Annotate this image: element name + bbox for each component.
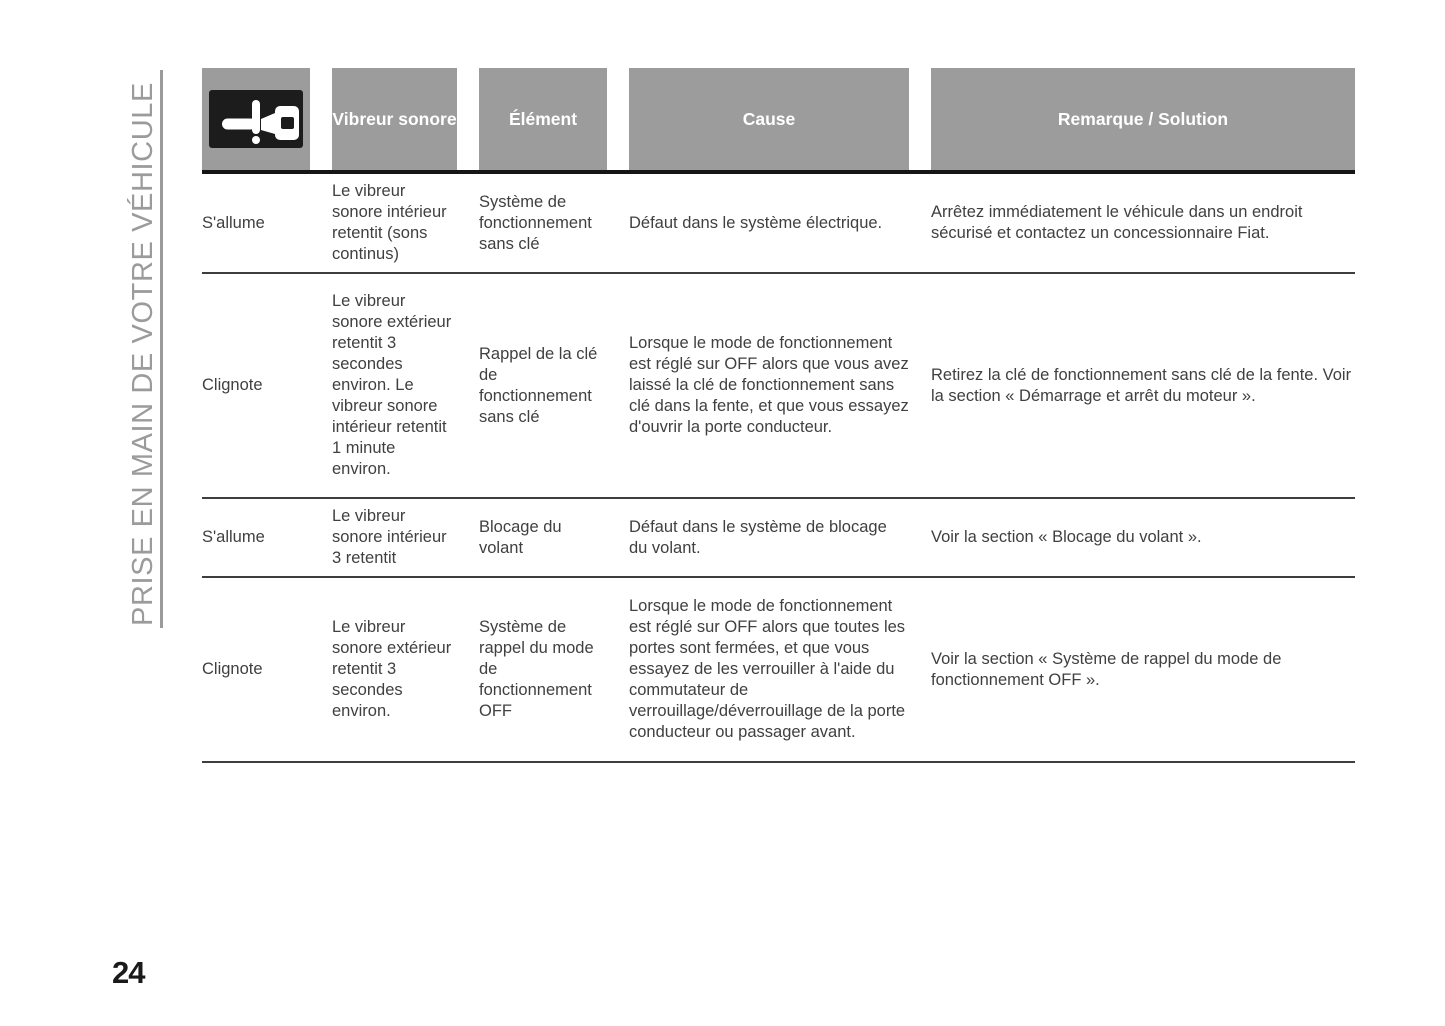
table-header-remarque: Remarque / Solution [931, 68, 1355, 170]
cell-cause: Défaut dans le système de blocage du volant. [629, 517, 887, 557]
cell-cause: Lorsque le mode de fonctionnement est réglé sur OFF alors que toutes les portes sont fermées, et que vous essayez de les verrouiller à l'aide du commutateur de verrouillage/déverrouillage de la porte conducteur ou passager avant. [629, 597, 906, 741]
cell-remarque: Voir la section « Système de rappel du mode de fonctionnement OFF ». [931, 649, 1282, 689]
warning-indicator-table [202, 68, 1355, 763]
cell-element: Blocage du volant [479, 517, 562, 557]
cell-vibreur: Le vibreur sonore intérieur 3 retentit [332, 507, 447, 567]
table-row [202, 274, 1355, 499]
page-number: 24 [112, 955, 145, 990]
cell-element: Système de rappel du mode de fonctionnement OFF [479, 618, 594, 720]
table-header-vibreur: Vibreur sonore [332, 68, 457, 170]
cell-signal: Clignote [202, 660, 263, 678]
cell-vibreur: Le vibreur sonore extérieur retentit 3 secondes environ. Le vibreur sonore intérieur retentit 1 minute environ. [332, 292, 452, 478]
cell-remarque: Voir la section « Blocage du volant ». [931, 528, 1202, 546]
cell-signal: S'allume [202, 213, 265, 232]
cell-cause: Défaut dans le système électrique. [629, 213, 883, 232]
cell-remarque: Arrêtez immédiatement le véhicule dans un endroit sécurisé et contactez un concessionnaire Fiat. [931, 203, 1303, 242]
cell-remarque: Retirez la clé de fonctionnement sans clé de la fente. Voir la section « Démarrage et arrêt du moteur ». [931, 365, 1352, 405]
sidebar-divider [160, 70, 163, 628]
key-exclamation-warning-icon [209, 90, 303, 148]
table-header-element: Élément [479, 68, 607, 170]
table-header-signal [202, 68, 310, 170]
table-header-row [202, 68, 1355, 170]
cell-element: Rappel de la clé de fonctionnement sans clé [479, 344, 598, 426]
cell-element: Système de fonctionnement sans clé [479, 192, 592, 253]
table-row [202, 174, 1355, 274]
cell-signal: S'allume [202, 528, 265, 546]
cell-vibreur: Le vibreur sonore extérieur retentit 3 secondes environ. [332, 618, 452, 720]
cell-vibreur: Le vibreur sonore intérieur retentit (sons continus) [332, 182, 447, 263]
table-row [202, 499, 1355, 578]
sidebar-section-title: PRISE EN MAIN DE VOTRE VÉHICULE [127, 82, 159, 626]
cell-signal: Clignote [202, 376, 263, 394]
table-row [202, 578, 1355, 763]
table-header-cause: Cause [629, 68, 909, 170]
cell-cause: Lorsque le mode de fonctionnement est réglé sur OFF alors que vous avez laissé la clé de fonctionnement sans clé dans la fente, et que vous essayez d'ouvrir la porte conducteur. [629, 334, 909, 436]
